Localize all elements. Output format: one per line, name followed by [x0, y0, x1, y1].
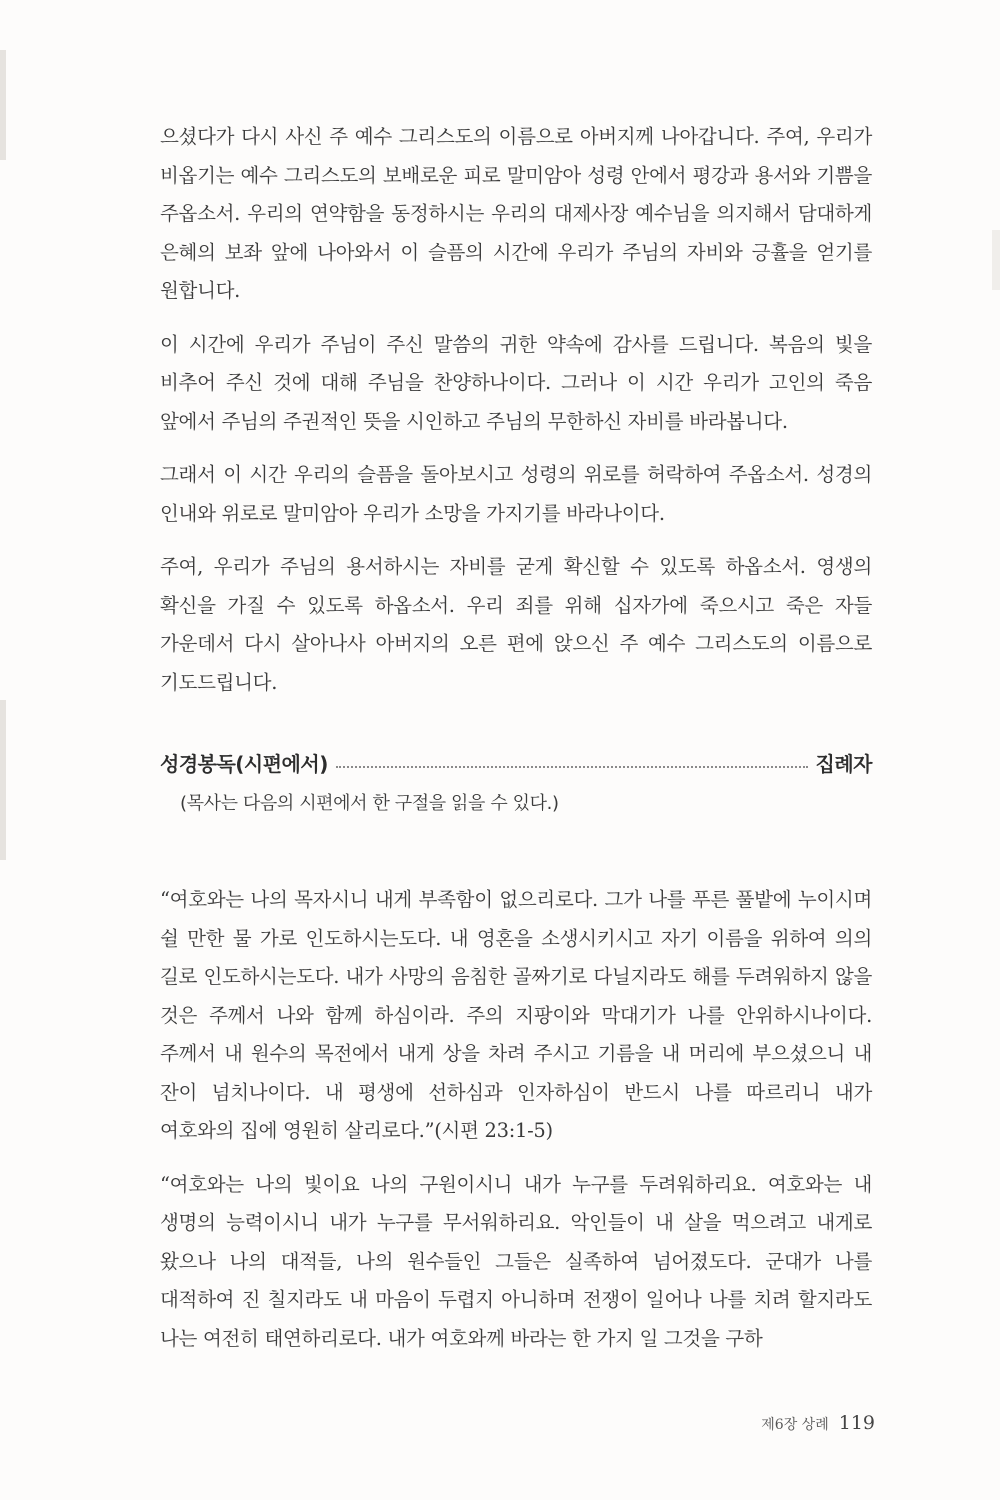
page-edge-shadow: [992, 230, 1000, 290]
page-edge-shadow: [0, 700, 6, 860]
prayer-paragraph: 주여, 우리가 주님의 용서하시는 자비를 굳게 확신할 수 있도록 하옵소서. 영생의 확신을 가질 수 있도록 하옵소서. 우리 죄를 위해 십자가에 죽으시고 죽은 자들 가운데서 다시 살아나사 아버지의 오른 편에 앉으신 주 예수 그리스도의 이름으로 기도드립니다.: [160, 555, 872, 694]
page-footer: [761, 1412, 875, 1434]
dotted-leader: [336, 766, 808, 768]
chapter-label: 제6장 상례: [761, 1417, 829, 1433]
scripture-quote: “여호와는 나의 빛이요 나의 구원이시니 내가 누구를 두려워하리요. 여호와는 내 생명의 능력이시니 내가 누구를 무서워하리요. 악인들이 내 살을 먹으려고 내게로 왔으나 나의 대적들, 나의 원수들인 그들은 실족하여 넘어졌도다. 군대가 나를 대적하여 진 칠지라도 내 마음이 두렵지 아니하며 전쟁이 일어나 나를 치려 할지라도 나는 여전히 태연하리로다. 내가 여호와께 바라는 한 가지 일 그것을 구하: [160, 1172, 872, 1350]
section-role: 집례자: [815, 752, 872, 776]
section-title: 성경봉독(시편에서): [160, 752, 328, 776]
scripture-quotes: [160, 881, 872, 1358]
section-heading: [160, 748, 872, 777]
prayer-paragraph: 으셨다가 다시 사신 주 예수 그리스도의 이름으로 아버지께 나아갑니다. 주여, 우리가 비옵기는 예수 그리스도의 보배로운 피로 말미암아 성령 안에서 평강과 용서와 기쁨을 주옵소서. 우리의 연약함을 동정하시는 우리의 대제사장 예수님을 의지해서 담대하게 은혜의 보좌 앞에 나아와서 이 슬픔의 시간에 우리가 주님의 자비와 긍휼을 얻기를 원합니다.: [160, 125, 872, 302]
page-number: 119: [838, 1412, 875, 1434]
page-content: [160, 118, 872, 1373]
section-note: (목사는 다음의 시편에서 한 구절을 읽을 수 있다.): [180, 793, 559, 814]
prayer-paragraph: 그래서 이 시간 우리의 슬픔을 돌아보시고 성령의 위로를 허락하여 주옵소서. 성경의 인내와 위로로 말미암아 우리가 소망을 가지기를 바라나이다.: [160, 463, 872, 525]
page-edge-shadow: [0, 50, 6, 160]
prayer-paragraph: 이 시간에 우리가 주님이 주신 말씀의 귀한 약속에 감사를 드립니다. 복음의 빛을 비추어 주신 것에 대해 주님을 찬양하나이다. 그러나 이 시간 우리가 고인의 죽음 앞에서 주님의 주권적인 뜻을 시인하고 주님의 무한하신 자비를 바라봅니다.: [160, 332, 872, 433]
scripture-quote: “여호와는 나의 목자시니 내게 부족함이 없으리로다. 그가 나를 푸른 풀밭에 누이시며 쉴 만한 물 가로 인도하시는도다. 내 영혼을 소생시키시고 자기 이름을 위하여 의의 길로 인도하시는도다. 내가 사망의 음침한 골짜기로 다닐지라도 해를 두려워하지 않을 것은 주께서 나와 함께 하심이라. 주의 지팡이와 막대기가 나를 안위하시나이다. 주께서 내 원수의 목전에서 내게 상을 차려 주시고 기름을 내 머리에 부으셨으니 내 잔이 넘치나이다. 내 평생에 선하심과 인자하심이 반드시 나를 따르리니 내가 여호와의 집에 영원히 살리로다.”(시편 23:1-5): [160, 888, 872, 1142]
